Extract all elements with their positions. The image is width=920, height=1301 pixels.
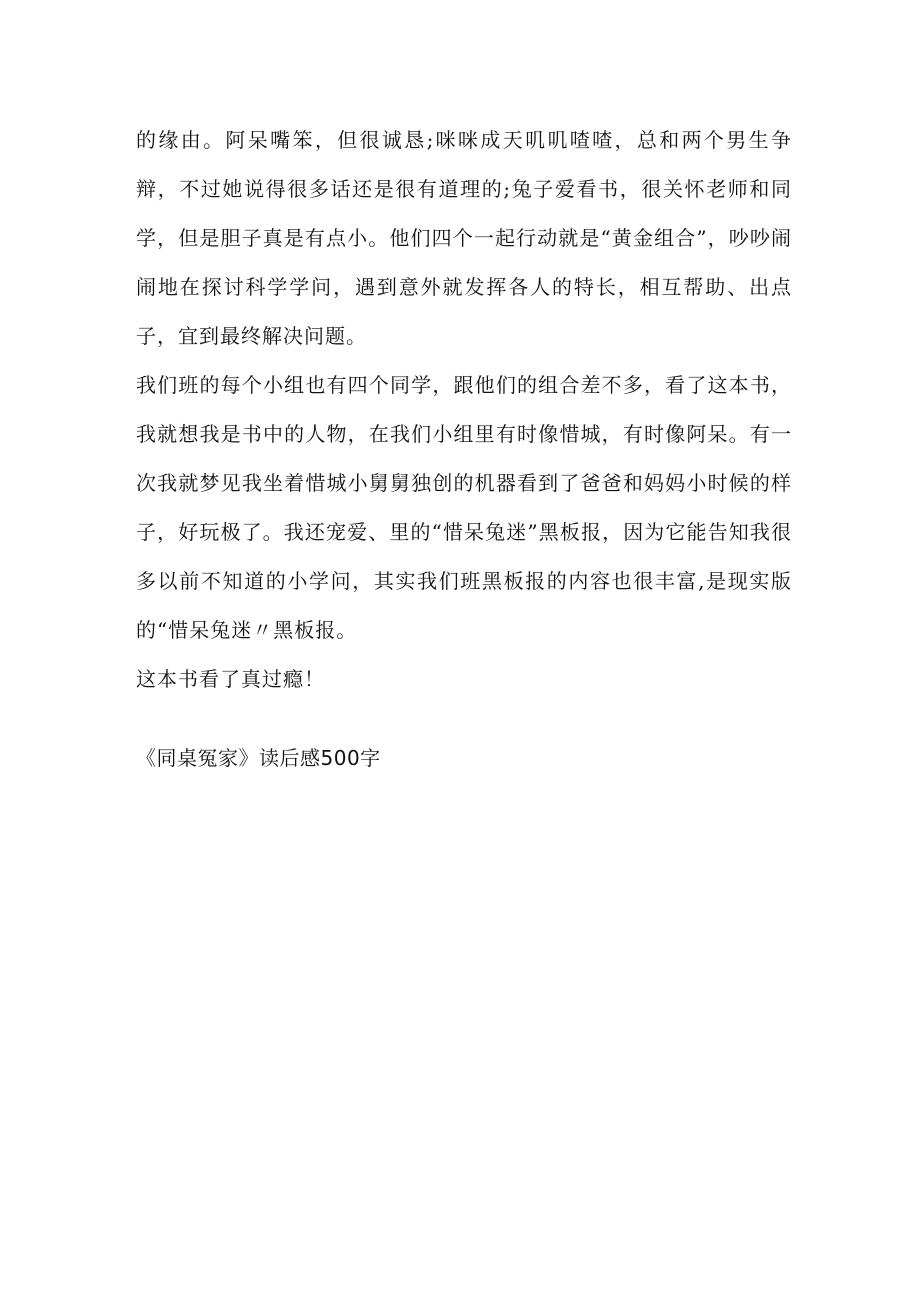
- paragraph-2: 我们班的每个小组也有四个同学，跟他们的组合差不多，看了这本书，我就想我是书中的人物，在我们小组里有时像惜城，有时像阿呆。有一次我就梦见我坐着惜城小舅舅独创的机器看到了爸爸和妈妈小时候的样子，好玩极了。我还宠爱、里的“惜呆兔迷”黑板报，因为它能告知我很多以前不知道的小学问，其实我们班黑板报的内容也很丰富,是现实版的“惜呆兔迷〃黑板报。: [136, 373, 792, 642]
- next-article-title: 《同桌冤家》读后感500字: [136, 746, 381, 770]
- body-text: [136, 116, 792, 704]
- paragraph-3: 这本书看了真过瘾！: [136, 667, 325, 691]
- paragraph-1: 的缘由。阿呆嘴笨，但很诚恳;咪咪成天叽叽喳喳，总和两个男生争辩，不过她说得很多话还是很有道理的;兔子爱看书，很关怀老师和同学，但是胆子真是有点小。他们四个一起行动就是“黄金组合”，吵吵闹闹地在探讨科学学问，遇到意外就发挥各人的特长，相互帮助、出点子，宜到最终解决问题。: [136, 128, 792, 348]
